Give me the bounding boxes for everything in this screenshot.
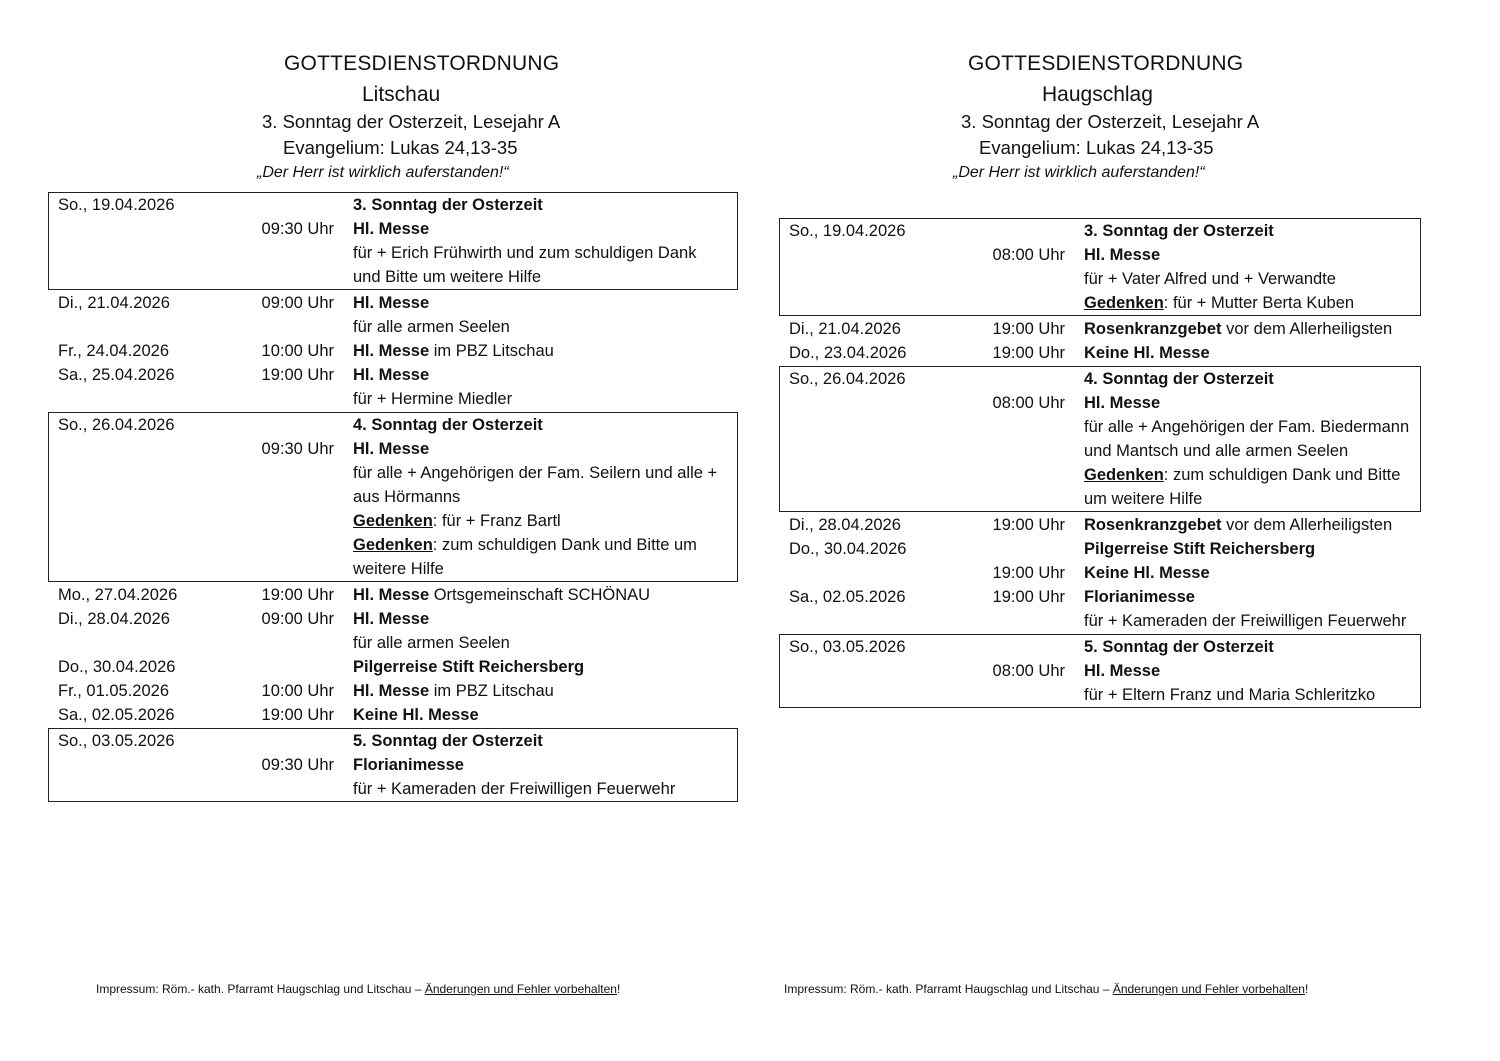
- service-date: [49, 631, 224, 655]
- service-time: [224, 777, 334, 801]
- service-title: Hl. Messe: [1084, 394, 1161, 412]
- service-time: 19:00 Uhr: [261, 366, 334, 384]
- service-date: [49, 533, 224, 557]
- imprint-text: Impressum: Röm.- kath. Pfarramt Haugschlag und Litschau –: [96, 982, 425, 996]
- schedule-row: [49, 193, 737, 217]
- service-time: [224, 241, 334, 265]
- service-date: [49, 557, 224, 581]
- disclaimer-text: Änderungen und Fehler vorbehalten: [424, 982, 617, 996]
- service-detail: : für + Franz Bartl: [432, 512, 561, 530]
- service-description: [334, 679, 554, 703]
- service-title: Hl. Messe: [353, 440, 430, 458]
- service-time: 08:00 Uhr: [992, 246, 1065, 264]
- schedule-row: [780, 463, 1420, 487]
- service-title: Keine Hl. Messe: [1084, 344, 1210, 362]
- schedule-row: [49, 655, 737, 679]
- schedule-row: [780, 635, 1420, 659]
- service-date: So., 03.05.2026: [789, 638, 906, 656]
- service-detail: für alle + Angehörigen der Fam. Seilern und alle +: [353, 464, 718, 482]
- haugschlag-schedule: [779, 218, 1421, 708]
- weekday-group: [48, 290, 738, 412]
- service-time: 09:00 Uhr: [261, 610, 334, 628]
- gospel-reference: Evangelium: Lukas 24,13-35: [283, 137, 518, 158]
- service-date: [49, 509, 224, 533]
- schedule-row: [780, 439, 1420, 463]
- service-time: 09:30 Uhr: [261, 440, 334, 458]
- sunday-block: [48, 192, 738, 290]
- service-description: [334, 387, 512, 411]
- service-title: 4. Sonntag der Osterzeit: [353, 416, 543, 434]
- service-detail: für + Eltern Franz und Maria Schleritzko: [1084, 686, 1376, 704]
- service-date: [780, 561, 955, 585]
- service-title: Hl. Messe: [353, 342, 430, 360]
- gedenken-label: Gedenken: [1084, 466, 1164, 484]
- service-detail: und Mantsch und alle armen Seelen: [1084, 442, 1349, 460]
- service-description: [334, 315, 510, 339]
- service-description: [1065, 367, 1274, 391]
- service-detail: aus Hörmanns: [353, 488, 461, 506]
- service-title: Hl. Messe: [353, 294, 430, 312]
- service-time: [955, 463, 1065, 487]
- gospel-quote: „Der Herr ist wirklich auferstanden!“: [953, 164, 1205, 181]
- schedule-row: [49, 509, 737, 533]
- service-time: [955, 415, 1065, 439]
- schedule-row: [49, 339, 737, 363]
- gedenken-label: Gedenken: [1084, 294, 1164, 312]
- service-description: [1065, 537, 1315, 561]
- service-time: 19:00 Uhr: [992, 588, 1065, 606]
- service-detail: : zum schuldigen Dank und Bitte: [1163, 466, 1401, 484]
- service-date: Sa., 25.04.2026: [58, 366, 175, 384]
- service-title: Hl. Messe: [353, 682, 430, 700]
- schedule-row: [49, 217, 737, 241]
- schedule-row: [49, 485, 737, 509]
- service-description: [1065, 439, 1348, 463]
- service-time: 19:00 Uhr: [992, 516, 1065, 534]
- service-time: [224, 509, 334, 533]
- service-time: 19:00 Uhr: [992, 344, 1065, 362]
- service-time: 08:00 Uhr: [992, 662, 1065, 680]
- service-description: [1065, 683, 1375, 707]
- schedule-row: [49, 729, 737, 753]
- service-time: [224, 413, 334, 437]
- schedule-row: [49, 315, 737, 339]
- sunday-block: [779, 634, 1421, 708]
- service-time: [955, 537, 1065, 561]
- service-description: [334, 291, 429, 315]
- service-date: [780, 463, 955, 487]
- service-detail: vor dem Allerheiligsten: [1221, 320, 1393, 338]
- service-time: [955, 683, 1065, 707]
- service-description: [1065, 463, 1400, 487]
- service-detail: für + Hermine Miedler: [353, 390, 513, 408]
- service-detail: für alle + Angehörigen der Fam. Biedermann: [1084, 418, 1410, 436]
- service-time: [224, 485, 334, 509]
- service-date: [49, 315, 224, 339]
- schedule-row: [49, 363, 737, 387]
- service-time: 10:00 Uhr: [261, 342, 334, 360]
- service-date: Fr., 01.05.2026: [58, 682, 169, 700]
- service-description: [1065, 659, 1160, 683]
- litschau-schedule: [48, 192, 738, 802]
- service-detail: im PBZ Litschau: [429, 342, 554, 360]
- schedule-row: [49, 583, 737, 607]
- service-time: 19:00 Uhr: [992, 320, 1065, 338]
- service-date: So., 26.04.2026: [789, 370, 906, 388]
- service-title: Hl. Messe: [353, 586, 430, 604]
- service-description: [334, 413, 543, 437]
- schedule-row: [780, 341, 1420, 365]
- imprint-suffix: !: [616, 982, 621, 996]
- service-time: [955, 635, 1065, 659]
- service-description: [1065, 317, 1392, 341]
- service-date: [780, 659, 955, 683]
- schedule-row: [49, 607, 737, 631]
- service-title: Pilgerreise Stift Reichersberg: [353, 658, 585, 676]
- service-description: [1065, 585, 1195, 609]
- weekday-group: [779, 512, 1421, 634]
- service-description: [334, 583, 650, 607]
- service-description: [1065, 513, 1392, 537]
- service-time: [224, 265, 334, 289]
- schedule-row: [49, 533, 737, 557]
- service-time: [224, 387, 334, 411]
- imprint-suffix: !: [1304, 982, 1309, 996]
- service-description: [334, 241, 696, 265]
- service-date: [780, 609, 955, 633]
- service-detail: für + Kameraden der Freiwilligen Feuerwehr: [1084, 612, 1407, 630]
- imprint-footer: [96, 982, 620, 996]
- liturgical-sunday: 3. Sonntag der Osterzeit, Lesejahr A: [961, 111, 1260, 132]
- document-title: GOTTESDIENSTORDNUNG: [968, 52, 1244, 75]
- service-time: [955, 367, 1065, 391]
- service-date: [780, 683, 955, 707]
- schedule-row: [49, 291, 737, 315]
- schedule-row: [780, 487, 1420, 511]
- service-time: [224, 655, 334, 679]
- service-date: [49, 777, 224, 801]
- service-date: Di., 28.04.2026: [789, 516, 901, 534]
- service-description: [1065, 267, 1336, 291]
- schedule-row: [780, 243, 1420, 267]
- service-time: [955, 487, 1065, 511]
- schedule-row: [49, 631, 737, 655]
- service-date: Di., 28.04.2026: [58, 610, 170, 628]
- imprint-text: Impressum: Röm.- kath. Pfarramt Haugschlag und Litschau –: [784, 982, 1113, 996]
- service-title: 5. Sonntag der Osterzeit: [1084, 638, 1274, 656]
- service-time: [955, 291, 1065, 315]
- service-detail: für alle armen Seelen: [353, 634, 510, 652]
- service-date: [49, 461, 224, 485]
- service-date: Do., 30.04.2026: [58, 658, 176, 676]
- service-detail: um weitere Hilfe: [1084, 490, 1203, 508]
- service-description: [1065, 341, 1210, 365]
- service-time: 19:00 Uhr: [261, 706, 334, 724]
- document-title: GOTTESDIENSTORDNUNG: [284, 52, 560, 75]
- service-title: Hl. Messe: [1084, 662, 1161, 680]
- service-time: 09:30 Uhr: [261, 756, 334, 774]
- service-time: 09:00 Uhr: [261, 294, 334, 312]
- service-title: Hl. Messe: [353, 366, 430, 384]
- service-time: [955, 267, 1065, 291]
- schedule-row: [780, 513, 1420, 537]
- service-title: 4. Sonntag der Osterzeit: [1084, 370, 1274, 388]
- sunday-block: [779, 366, 1421, 512]
- service-time: 08:00 Uhr: [992, 394, 1065, 412]
- schedule-row: [780, 317, 1420, 341]
- service-detail: : für + Mutter Berta Kuben: [1163, 294, 1355, 312]
- parish-name: Haugschlag: [1042, 83, 1153, 106]
- schedule-row: [49, 679, 737, 703]
- service-description: [1065, 219, 1274, 243]
- schedule-row: [780, 659, 1420, 683]
- gospel-reference: Evangelium: Lukas 24,13-35: [979, 137, 1214, 158]
- parish-name: Litschau: [362, 83, 441, 106]
- service-date: [49, 241, 224, 265]
- service-date: Fr., 24.04.2026: [58, 342, 169, 360]
- service-time: [955, 219, 1065, 243]
- service-description: [334, 437, 429, 461]
- service-title: Rosenkranzgebet: [1084, 320, 1222, 338]
- service-description: [334, 509, 561, 533]
- service-time: 10:00 Uhr: [261, 682, 334, 700]
- service-detail: Ortsgemeinschaft SCHÖNAU: [429, 586, 651, 604]
- service-detail: und Bitte um weitere Hilfe: [353, 268, 542, 286]
- service-date: [49, 217, 224, 241]
- liturgical-sunday: 3. Sonntag der Osterzeit, Lesejahr A: [262, 111, 561, 132]
- service-description: [334, 339, 554, 363]
- service-date: Sa., 02.05.2026: [789, 588, 906, 606]
- service-date: [49, 753, 224, 777]
- service-detail: für + Vater Alfred und + Verwandte: [1084, 270, 1336, 288]
- service-description: [334, 655, 584, 679]
- service-time: [224, 729, 334, 753]
- schedule-row: [780, 267, 1420, 291]
- service-title: Hl. Messe: [353, 610, 430, 628]
- schedule-row: [780, 561, 1420, 585]
- weekday-group: [779, 316, 1421, 366]
- service-time: [224, 193, 334, 217]
- gedenken-label: Gedenken: [353, 512, 433, 530]
- sunday-block: [779, 218, 1421, 316]
- service-description: [334, 631, 510, 655]
- schedule-row: [49, 557, 737, 581]
- service-description: [1065, 487, 1202, 511]
- schedule-row: [49, 703, 737, 727]
- gedenken-label: Gedenken: [353, 536, 433, 554]
- service-detail: vor dem Allerheiligsten: [1221, 516, 1393, 534]
- service-description: [1065, 415, 1409, 439]
- service-title: 3. Sonntag der Osterzeit: [1084, 222, 1274, 240]
- schedule-row: [780, 415, 1420, 439]
- service-title: Pilgerreise Stift Reichersberg: [1084, 540, 1316, 558]
- service-date: So., 26.04.2026: [58, 416, 175, 434]
- service-date: So., 19.04.2026: [58, 196, 175, 214]
- service-description: [1065, 291, 1354, 315]
- service-date: Mo., 27.04.2026: [58, 586, 178, 604]
- service-detail: für alle armen Seelen: [353, 318, 510, 336]
- service-date: [49, 485, 224, 509]
- schedule-row: [49, 387, 737, 411]
- service-date: Di., 21.04.2026: [58, 294, 170, 312]
- service-time: 19:00 Uhr: [261, 586, 334, 604]
- service-detail: weitere Hilfe: [353, 560, 444, 578]
- schedule-row: [780, 585, 1420, 609]
- service-description: [1065, 243, 1160, 267]
- service-date: [49, 265, 224, 289]
- service-description: [334, 703, 479, 727]
- schedule-row: [49, 241, 737, 265]
- service-description: [334, 217, 429, 241]
- service-date: [780, 391, 955, 415]
- service-date: [780, 243, 955, 267]
- service-detail: : zum schuldigen Dank und Bitte um: [432, 536, 697, 554]
- disclaimer-text: Änderungen und Fehler vorbehalten: [1112, 982, 1305, 996]
- service-time: [955, 609, 1065, 633]
- service-description: [334, 753, 464, 777]
- service-date: [780, 267, 955, 291]
- service-date: [780, 487, 955, 511]
- schedule-row: [49, 265, 737, 289]
- service-title: Hl. Messe: [1084, 246, 1161, 264]
- service-description: [1065, 561, 1210, 585]
- service-time: [224, 533, 334, 557]
- schedule-row: [780, 219, 1420, 243]
- service-detail: für + Erich Frühwirth und zum schuldigen Dank: [353, 244, 697, 262]
- imprint-footer: [784, 982, 1308, 996]
- schedule-row: [49, 437, 737, 461]
- service-description: [1065, 635, 1274, 659]
- service-title: Florianimesse: [1084, 588, 1195, 606]
- service-description: [334, 485, 460, 509]
- service-time: [224, 315, 334, 339]
- service-time: [224, 557, 334, 581]
- service-title: 5. Sonntag der Osterzeit: [353, 732, 543, 750]
- service-description: [334, 363, 429, 387]
- service-title: Florianimesse: [353, 756, 464, 774]
- service-date: Sa., 02.05.2026: [58, 706, 175, 724]
- service-time: 19:00 Uhr: [992, 564, 1065, 582]
- weekday-group: [48, 582, 738, 728]
- schedule-row: [780, 291, 1420, 315]
- service-date: So., 19.04.2026: [789, 222, 906, 240]
- service-date: [780, 291, 955, 315]
- service-time: 09:30 Uhr: [261, 220, 334, 238]
- schedule-row: [780, 683, 1420, 707]
- service-description: [1065, 391, 1160, 415]
- service-date: Do., 30.04.2026: [789, 540, 907, 558]
- service-detail: im PBZ Litschau: [429, 682, 554, 700]
- schedule-row: [780, 609, 1420, 633]
- service-date: [780, 439, 955, 463]
- schedule-row: [49, 461, 737, 485]
- service-description: [334, 777, 675, 801]
- service-description: [334, 557, 444, 581]
- service-description: [334, 729, 543, 753]
- service-title: Hl. Messe: [353, 220, 430, 238]
- schedule-row: [780, 537, 1420, 561]
- schedule-row: [49, 413, 737, 437]
- service-description: [334, 193, 543, 217]
- service-time: [224, 631, 334, 655]
- service-date: [49, 387, 224, 411]
- schedule-row: [49, 777, 737, 801]
- service-time: [224, 461, 334, 485]
- service-title: Rosenkranzgebet: [1084, 516, 1222, 534]
- sunday-block: [48, 728, 738, 802]
- service-time: [955, 439, 1065, 463]
- service-date: [49, 437, 224, 461]
- service-title: Keine Hl. Messe: [353, 706, 479, 724]
- schedule-row: [49, 753, 737, 777]
- schedule-row: [780, 391, 1420, 415]
- service-date: Di., 21.04.2026: [789, 320, 901, 338]
- schedule-row: [780, 367, 1420, 391]
- gospel-quote: „Der Herr ist wirklich auferstanden!“: [257, 164, 509, 181]
- service-description: [334, 461, 717, 485]
- service-description: [334, 607, 429, 631]
- service-date: Do., 23.04.2026: [789, 344, 907, 362]
- service-title: Keine Hl. Messe: [1084, 564, 1210, 582]
- service-title: 3. Sonntag der Osterzeit: [353, 196, 543, 214]
- service-detail: für + Kameraden der Freiwilligen Feuerwehr: [353, 780, 676, 798]
- service-description: [334, 265, 541, 289]
- service-description: [334, 533, 697, 557]
- service-date: So., 03.05.2026: [58, 732, 175, 750]
- service-description: [1065, 609, 1406, 633]
- sunday-block: [48, 412, 738, 582]
- service-date: [780, 415, 955, 439]
